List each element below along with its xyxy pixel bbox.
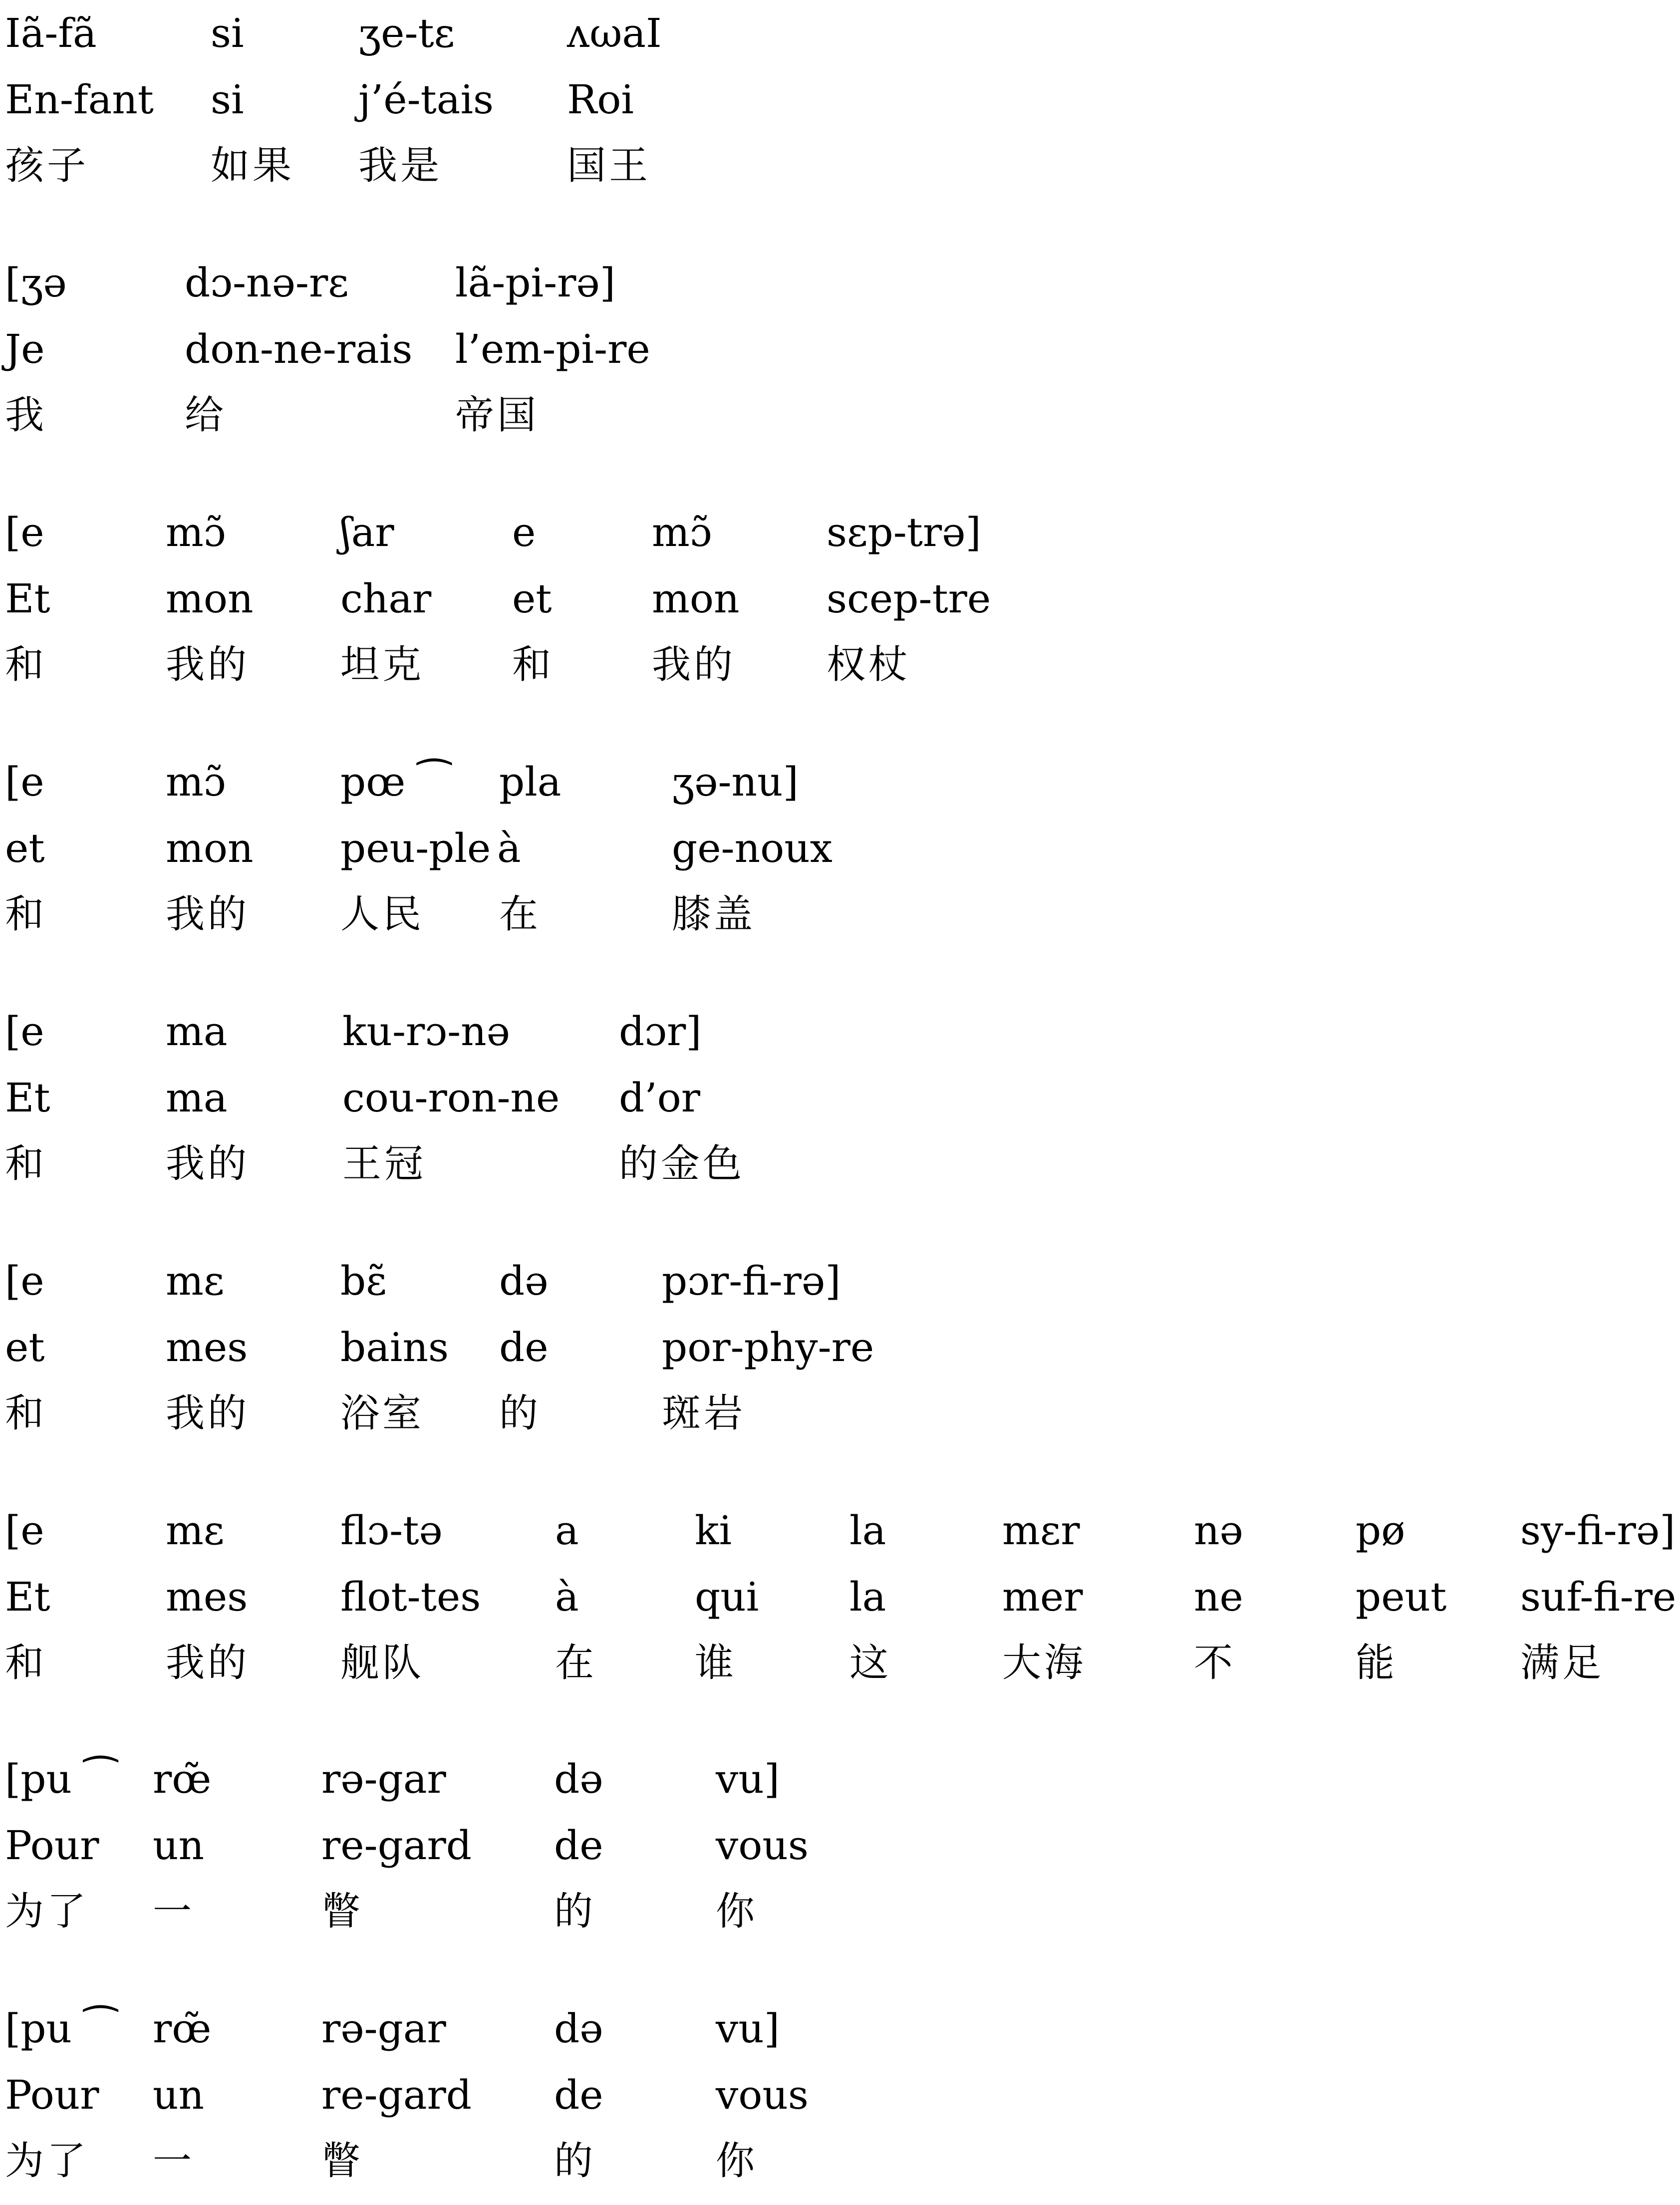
french-word: la — [849, 1574, 886, 1620]
ipa-word: ʒə-nu] — [672, 759, 799, 805]
chinese-line — [0, 1630, 1680, 1696]
french-word: mer — [1002, 1574, 1083, 1620]
french-word: Pour — [5, 1822, 99, 1869]
chinese-word: 和 — [5, 1391, 47, 1436]
french-line — [0, 1314, 1680, 1380]
ipa-word: [ʒə — [5, 260, 67, 306]
french-word: En-fant — [5, 76, 154, 123]
french-word: Et — [5, 1075, 50, 1121]
ipa-word: sy-fi-rə] — [1520, 1507, 1676, 1554]
ipa-word: flɔ-tə — [340, 1507, 443, 1554]
chinese-word: 和 — [512, 642, 555, 687]
ipa-word: la — [849, 1507, 886, 1554]
ipa-word: mɛr — [1002, 1507, 1080, 1554]
chinese-word: 我 — [5, 393, 47, 438]
chinese-word: 能 — [1356, 1641, 1398, 1685]
chinese-word: 满足 — [1520, 1641, 1605, 1685]
ipa-word: ki — [695, 1507, 732, 1554]
chinese-word: 为了 — [5, 2139, 89, 2184]
ipa-word: [e — [5, 759, 44, 805]
chinese-word: 我的 — [166, 1141, 250, 1186]
stanza-7 — [0, 1497, 1680, 1707]
french-word: Et — [5, 575, 50, 622]
french-line — [0, 1812, 1680, 1879]
french-word: qui — [695, 1574, 759, 1620]
chinese-word: 国王 — [567, 143, 651, 188]
chinese-line — [0, 881, 1680, 948]
french-word: cou-ron-ne — [342, 1075, 560, 1121]
ipa-word: pla — [499, 759, 561, 805]
french-word: bains — [340, 1324, 449, 1371]
french-line — [0, 815, 1680, 881]
ipa-line — [0, 749, 1680, 815]
french-word: re-gard — [321, 2072, 472, 2118]
french-word: re-gard — [321, 1822, 472, 1869]
chinese-word: 大海 — [1002, 1641, 1087, 1685]
stanza-3 — [0, 499, 1680, 709]
french-word: char — [340, 575, 432, 622]
french-word: si — [211, 76, 244, 123]
chinese-word: 膝盖 — [672, 892, 756, 937]
chinese-line — [0, 632, 1680, 698]
stanza-2 — [0, 250, 1680, 459]
chinese-word: 坦克 — [340, 642, 425, 687]
chinese-word: 不 — [1194, 1641, 1236, 1685]
chinese-word: 一 — [153, 1889, 195, 1934]
french-word: Roi — [567, 76, 634, 123]
chinese-word: 浴室 — [340, 1391, 425, 1436]
french-word: peu-ple — [340, 825, 491, 871]
french-word: de — [554, 2072, 603, 2118]
french-word: l’em-pi-re — [455, 326, 650, 372]
ipa-word: vu] — [716, 1756, 780, 1802]
chinese-word: 我的 — [166, 892, 250, 937]
french-word: et — [5, 825, 45, 871]
ipa-word: [pu ⁀ — [5, 1756, 117, 1802]
french-word: j’é-tais — [358, 76, 494, 123]
ipa-word: rə-gar — [321, 2005, 446, 2052]
ipa-line — [0, 1746, 1680, 1812]
ipa-word: [e — [5, 1507, 44, 1554]
french-line — [0, 1065, 1680, 1131]
ipa-word: mɔ̃ — [652, 509, 712, 555]
ipa-word: [e — [5, 509, 44, 555]
french-word: suf-fi-re — [1520, 1574, 1677, 1620]
chinese-word: 帝国 — [455, 393, 540, 438]
chinese-word: 为了 — [5, 1889, 89, 1934]
french-line — [0, 565, 1680, 632]
chinese-line — [0, 133, 1680, 199]
stanza-1 — [0, 0, 1680, 210]
ipa-word: a — [555, 1507, 579, 1554]
ipa-word: ʃar — [340, 509, 394, 555]
french-word: peut — [1356, 1574, 1447, 1620]
ipa-word: pɔr-fi-rə] — [662, 1258, 841, 1304]
french-word: un — [153, 2072, 205, 2118]
french-line — [0, 2062, 1680, 2128]
ipa-line — [0, 250, 1680, 316]
ipa-word: bɛ̃ — [340, 1258, 387, 1304]
french-word: un — [153, 1822, 205, 1869]
french-word: scep-tre — [827, 575, 991, 622]
french-word: don-ne-rais — [185, 326, 413, 372]
chinese-word: 的 — [554, 2139, 596, 2184]
ipa-word: mɛ — [166, 1507, 225, 1554]
ipa-word: si — [211, 10, 244, 56]
ipa-word: də — [499, 1258, 549, 1304]
french-line — [0, 1564, 1680, 1630]
french-word: mes — [166, 1324, 248, 1371]
french-word: flot-tes — [340, 1574, 481, 1620]
french-word: Pour — [5, 2072, 99, 2118]
ipa-line — [0, 499, 1680, 565]
chinese-word: 王冠 — [342, 1141, 427, 1186]
french-line — [0, 66, 1680, 133]
chinese-word: 我是 — [358, 143, 443, 188]
chinese-word: 的 — [554, 1889, 596, 1934]
french-word: et — [512, 575, 552, 622]
chinese-line — [0, 2128, 1680, 2195]
ipa-word: ʌωaI — [567, 10, 662, 56]
french-word: d’or — [619, 1075, 701, 1121]
french-line — [0, 316, 1680, 382]
chinese-word: 舰队 — [340, 1641, 425, 1685]
chinese-line — [0, 1131, 1680, 1197]
chinese-line — [0, 1380, 1680, 1447]
ipa-word: dɔr] — [619, 1008, 702, 1055]
chinese-word: 在 — [499, 892, 542, 937]
ipa-word: [pu ⁀ — [5, 2005, 117, 2052]
french-word: por-phy-re — [662, 1324, 874, 1371]
ipa-word: vu] — [716, 2005, 780, 2052]
ipa-word: rə-gar — [321, 1756, 446, 1802]
ipa-line — [0, 1248, 1680, 1314]
chinese-word: 我的 — [166, 1641, 250, 1685]
chinese-line — [0, 382, 1680, 449]
stanza-5 — [0, 998, 1680, 1208]
french-word: Je — [5, 326, 45, 372]
ipa-word: mɔ̃ — [166, 509, 226, 555]
chinese-word: 和 — [5, 642, 47, 687]
french-word: ge-noux — [672, 825, 833, 871]
chinese-word: 如果 — [211, 143, 295, 188]
chinese-word: 我的 — [166, 1391, 250, 1436]
chinese-word: 在 — [555, 1641, 597, 1685]
chinese-word: 权杖 — [827, 642, 911, 687]
ipa-word: pœ ⁀ — [340, 759, 451, 805]
ipa-word: lã-pi-rə] — [455, 260, 615, 306]
ipa-word: mɛ — [166, 1258, 225, 1304]
ipa-line — [0, 0, 1680, 66]
chinese-word: 和 — [5, 1641, 47, 1685]
ipa-word: ku-rɔ-nə — [342, 1008, 510, 1055]
ipa-word: sɛp-trə] — [827, 509, 981, 555]
chinese-word: 和 — [5, 1141, 47, 1186]
french-word: ma — [166, 1075, 228, 1121]
chinese-line — [0, 1879, 1680, 1945]
chinese-word: 你 — [716, 2139, 758, 2184]
ipa-line — [0, 1497, 1680, 1564]
french-word: à — [497, 825, 521, 871]
ipa-word: mɔ̃ — [166, 759, 226, 805]
french-word: Et — [5, 1574, 50, 1620]
chinese-word: 的 — [499, 1391, 542, 1436]
french-word: à — [555, 1574, 579, 1620]
french-word: mon — [652, 575, 740, 622]
french-word: vous — [716, 1822, 809, 1869]
ipa-word: e — [512, 509, 536, 555]
ipa-word: [e — [5, 1258, 44, 1304]
french-word: et — [5, 1324, 45, 1371]
ipa-word: də — [554, 2005, 603, 2052]
ipa-word: də — [554, 1756, 603, 1802]
french-word: de — [499, 1324, 549, 1371]
chinese-word: 孩子 — [5, 143, 89, 188]
chinese-word: 瞥 — [321, 1889, 364, 1934]
ipa-line — [0, 1995, 1680, 2062]
ipa-word: nə — [1194, 1507, 1243, 1554]
stanza-6 — [0, 1248, 1680, 1457]
chinese-word: 的金色 — [619, 1141, 745, 1186]
chinese-word: 人民 — [340, 892, 425, 937]
stanza-4 — [0, 749, 1680, 958]
ipa-line — [0, 998, 1680, 1065]
ipa-word: rœ̃ — [153, 1756, 212, 1802]
stanza-9 — [0, 1995, 1680, 2205]
chinese-word: 我的 — [166, 642, 250, 687]
ipa-word: dɔ-nə-rɛ — [185, 260, 349, 306]
ipa-word: rœ̃ — [153, 2005, 212, 2052]
ipa-word: [e — [5, 1008, 44, 1055]
french-word: vous — [716, 2072, 809, 2118]
stanza-8 — [0, 1746, 1680, 1955]
ipa-word: Iã-fã — [5, 10, 97, 56]
ipa-word: pø — [1356, 1507, 1405, 1554]
chinese-word: 一 — [153, 2139, 195, 2184]
french-word: mon — [166, 575, 254, 622]
chinese-word: 我的 — [652, 642, 736, 687]
french-word: mes — [166, 1574, 248, 1620]
french-word: de — [554, 1822, 603, 1869]
chinese-word: 给 — [185, 393, 227, 438]
chinese-word: 这 — [849, 1641, 892, 1685]
chinese-word: 谁 — [695, 1641, 737, 1685]
chinese-word: 瞥 — [321, 2139, 364, 2184]
chinese-word: 你 — [716, 1889, 758, 1934]
chinese-word: 和 — [5, 892, 47, 937]
ipa-word: ʒe-tɛ — [358, 10, 455, 56]
french-word: mon — [166, 825, 254, 871]
ipa-word: ma — [166, 1008, 228, 1055]
chinese-word: 斑岩 — [662, 1391, 746, 1436]
french-word: ne — [1194, 1574, 1243, 1620]
